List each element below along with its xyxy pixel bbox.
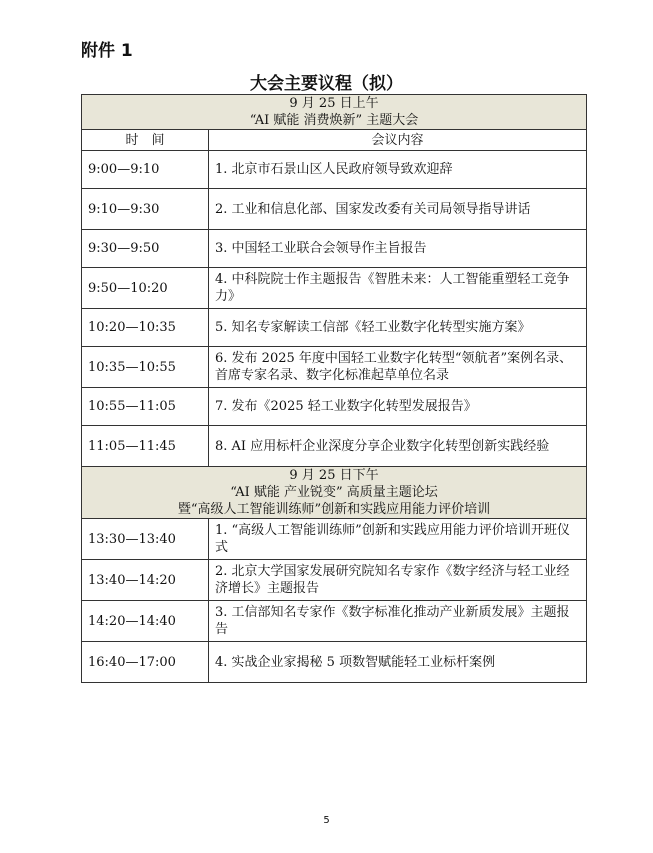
table-row	[82, 347, 587, 388]
table-row	[82, 189, 587, 230]
table-row	[82, 309, 587, 347]
row-time: 13:30—13:40	[82, 519, 209, 560]
row-time: 14:20—14:40	[82, 601, 209, 642]
row-content: 1. 北京市石景山区人民政府领导致欢迎辞	[209, 151, 587, 189]
table-row	[82, 230, 587, 268]
table-row	[82, 601, 587, 642]
row-time: 9:00—9:10	[82, 151, 209, 189]
row-content: 3. 工信部知名专家作《数字标准化推动产业新质发展》主题报告	[209, 601, 587, 642]
table-row	[82, 268, 587, 309]
page-title: 大会主要议程（拟）	[250, 74, 403, 94]
row-content: 8. AI 应用标杆企业深度分享企业数字化转型创新实践经验	[209, 426, 587, 467]
table-row	[82, 388, 587, 426]
row-content: 7. 发布《2025 轻工业数字化转型发展报告》	[209, 388, 587, 426]
row-time: 9:50—10:20	[82, 268, 209, 309]
row-time: 16:40—17:00	[82, 642, 209, 683]
table-row	[82, 426, 587, 467]
row-content: 2. 工业和信息化部、国家发改委有关司局领导指导讲话	[209, 189, 587, 230]
row-time: 13:40—14:20	[82, 560, 209, 601]
session-date: 9 月 25 日上午	[289, 96, 379, 111]
session-title: “AI 赋能 消费焕新” 主题大会	[249, 113, 419, 128]
row-content: 3. 中国轻工业联合会领导作主旨报告	[209, 230, 587, 268]
table-row	[82, 151, 587, 189]
row-content: 4. 实战企业家揭秘 5 项数智赋能轻工业标杆案例	[209, 642, 587, 683]
row-content: 2. 北京大学国家发展研究院知名专家作《数字经济与轻工业经济增长》主题报告	[209, 560, 587, 601]
session-date: 9 月 25 日下午	[289, 468, 379, 483]
session-header-afternoon	[82, 467, 587, 519]
column-header-content: 会议内容	[209, 130, 587, 151]
row-content: 6. 发布 2025 年度中国轻工业数字化转型“领航者”案例名录、首席专家名录、数字化标准起草单位名录	[209, 347, 587, 388]
agenda-table	[81, 94, 587, 683]
column-header-time: 时 间	[82, 130, 209, 151]
session-header-morning	[82, 95, 587, 130]
row-time: 10:20—10:35	[82, 309, 209, 347]
session-subtitle: 暨“高级人工智能训练师”创新和实践应用能力评价培训	[177, 502, 491, 517]
table-row	[82, 560, 587, 601]
row-content: 1. “高级人工智能训练师”创新和实践应用能力评价培训开班仪式	[209, 519, 587, 560]
table-row	[82, 519, 587, 560]
row-content: 5. 知名专家解读工信部《轻工业数字化转型实施方案》	[209, 309, 587, 347]
row-content: 4. 中科院院士作主题报告《智胜未来：人工智能重塑轻工竞争力》	[209, 268, 587, 309]
row-time: 9:30—9:50	[82, 230, 209, 268]
row-time: 9:10—9:30	[82, 189, 209, 230]
row-time: 11:05—11:45	[82, 426, 209, 467]
table-row	[82, 642, 587, 683]
attachment-label: 附件 1	[81, 41, 133, 61]
row-time: 10:55—11:05	[82, 388, 209, 426]
row-time: 10:35—10:55	[82, 347, 209, 388]
page-number: 5	[323, 815, 330, 826]
session-title: “AI 赋能 产业锐变” 高质量主题论坛	[230, 485, 438, 500]
